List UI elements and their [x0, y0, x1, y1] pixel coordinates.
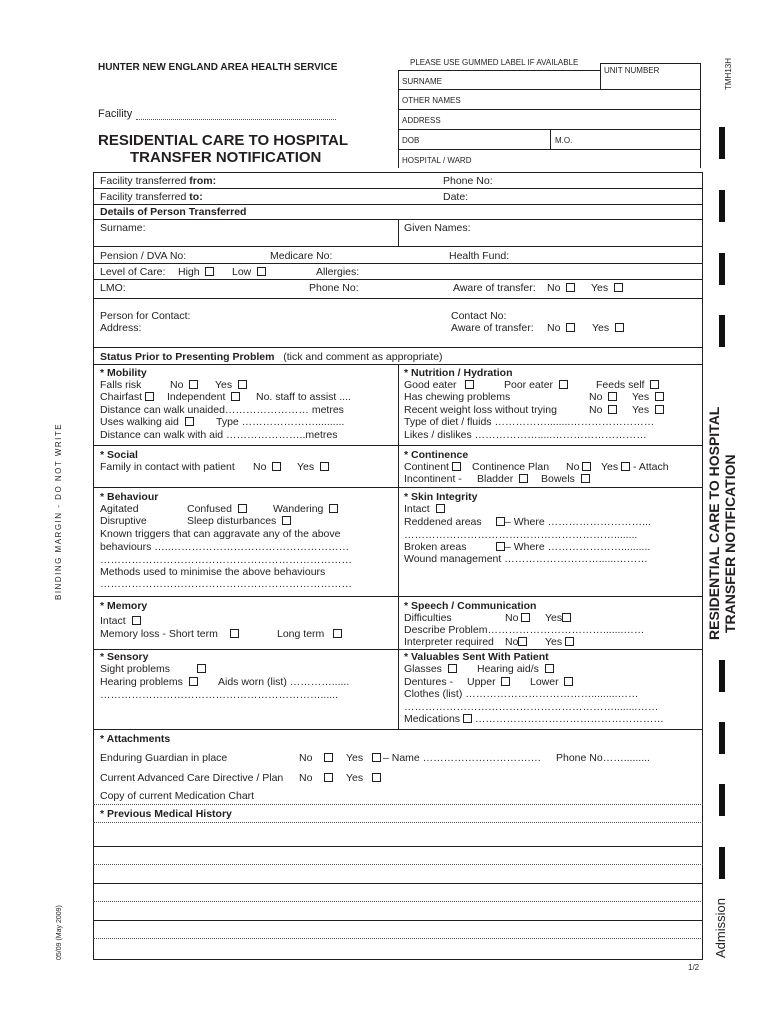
page-title-line1: RESIDENTIAL CARE TO HOSPITAL — [98, 132, 349, 149]
disruptive-label: Disruptive — [100, 515, 147, 527]
triggers-field[interactable]: behaviours …..…………………………………………… — [100, 541, 350, 553]
methods-field[interactable]: ……………………………………………………………… — [100, 578, 352, 590]
agitated-label: Agitated — [100, 503, 139, 515]
status-heading: Status Prior to Presenting Problem (tick and comment as appropriate) — [100, 351, 443, 363]
other-names-label: OTHER NAMES — [402, 96, 461, 105]
lower-option[interactable]: Lower — [530, 676, 573, 688]
continence-plan-yes[interactable]: Yes - Attach — [601, 461, 669, 473]
binding-margin-note: BINDING MARGIN - DO NOT WRITE — [54, 422, 63, 600]
chairfast-option[interactable]: Chairfast — [100, 391, 154, 403]
falls-risk-label: Falls risk — [100, 379, 142, 391]
continence-plan-no[interactable]: No — [566, 461, 591, 473]
surname-field[interactable]: Surname: — [100, 222, 146, 234]
care-low-option[interactable]: Low — [232, 266, 266, 278]
memory-heading: * Memory — [100, 600, 148, 612]
good-eater-option[interactable]: Good eater — [404, 379, 474, 391]
dentures-label: Dentures - — [404, 676, 454, 688]
version-note: 05/09 (May 2009) — [56, 905, 63, 960]
behaviour-heading: * Behaviour — [100, 491, 159, 503]
continence-heading: * Continence — [404, 449, 469, 461]
guardian-label: Enduring Guardian in place — [100, 752, 228, 764]
acd-no[interactable]: No — [299, 772, 333, 784]
margin-bar — [719, 660, 725, 692]
guardian-phone-field[interactable]: Phone No……......... — [556, 752, 650, 764]
unit-number-label: UNIT NUMBER — [604, 66, 660, 75]
lmo-field[interactable]: LMO: — [100, 282, 126, 294]
reddened-field-2[interactable]: ……………………………………………………........ — [404, 529, 638, 541]
wandering-option[interactable]: Wandering — [273, 503, 338, 515]
incontinent-label: Incontinent - — [404, 473, 462, 485]
dob-label: DOB — [402, 136, 420, 145]
margin-bar — [719, 784, 725, 816]
guardian-no[interactable]: No — [299, 752, 333, 764]
broken-field[interactable]: – Where ………………….......... — [496, 541, 650, 553]
chewing-yes[interactable]: Yes — [632, 391, 664, 403]
medication-chart-label: Copy of current Medication Chart — [100, 790, 255, 802]
staff-assist-field[interactable]: No. staff to assist .... — [256, 391, 351, 403]
sight-checkbox[interactable] — [197, 663, 206, 675]
methods-label: Methods used to minimise the above behaviours — [100, 566, 326, 578]
bladder-option[interactable]: Bladder — [477, 473, 528, 485]
contact-person-field[interactable]: Person for Contact: — [100, 310, 191, 322]
mo-label: M.O. — [555, 136, 573, 145]
gummed-label-note: PLEASE USE GUMMED LABEL IF AVAILABLE — [410, 58, 579, 67]
broken-label: Broken areas — [404, 541, 467, 553]
side-title-line2: TRANSFER NOTIFICATION — [722, 454, 738, 633]
lmo-aware-no[interactable]: No — [547, 282, 575, 294]
sensory-notes-field[interactable]: ………………………………………………………...... — [100, 689, 339, 701]
triggers-field-2[interactable]: ……………………………………………………………… — [100, 554, 352, 566]
continent-option[interactable]: Continent — [404, 461, 461, 473]
margin-bar — [719, 253, 725, 285]
falls-risk-yes[interactable]: Yes — [215, 379, 247, 391]
margin-bar — [719, 722, 725, 754]
sight-label: Sight problems — [100, 663, 171, 675]
page-number: 1/2 — [688, 963, 700, 972]
mobility-heading: * Mobility — [100, 367, 147, 379]
difficulties-yes[interactable]: Yes — [545, 612, 571, 624]
walking-aid-type-field[interactable]: Type ………………….......... — [216, 416, 345, 428]
form-code: TMH13H — [724, 57, 733, 90]
acd-yes[interactable]: Yes — [346, 772, 381, 784]
guardian-name-field[interactable]: – Name ………………………….… — [383, 752, 542, 764]
reddened-field[interactable]: – Where ………………………... — [496, 516, 651, 528]
sleep-option[interactable]: Sleep disturbances — [187, 515, 291, 527]
falls-risk-no[interactable]: No — [170, 379, 198, 391]
care-high-checkbox[interactable] — [205, 267, 214, 276]
guardian-yes[interactable]: Yes — [346, 752, 381, 764]
margin-bar — [719, 127, 725, 159]
distance-aid-field[interactable]: Distance can walk with aid …………………..metres — [100, 429, 338, 441]
difficulties-no[interactable]: No — [505, 612, 530, 624]
chewing-no[interactable]: No — [589, 391, 617, 403]
nutrition-heading: * Nutrition / Hydration — [404, 367, 513, 379]
distance-unaided-field[interactable]: Distance can walk unaided…………………… metres — [100, 404, 344, 416]
weight-loss-yes[interactable]: Yes — [632, 404, 664, 416]
aids-field[interactable]: Aids worn (list) …………...... — [218, 676, 350, 688]
attachments-heading: * Attachments — [100, 733, 171, 745]
address-label: ADDRESS — [402, 116, 441, 125]
date-label: Date: — [443, 191, 469, 203]
margin-bar — [719, 847, 725, 879]
lmo-aware-yes[interactable]: Yes — [591, 282, 623, 294]
transferred-to-field[interactable]: Facility transferred to: — [100, 191, 203, 203]
interpreter-no[interactable]: No — [505, 636, 527, 648]
upper-option[interactable]: Upper — [467, 676, 510, 688]
clothes-field[interactable]: Clothes (list) ……………………………….........…… — [404, 688, 639, 700]
health-fund-field[interactable]: Health Fund: — [449, 250, 510, 262]
contact-no-field[interactable]: Contact No: — [451, 310, 507, 322]
bowels-option[interactable]: Bowels — [541, 473, 590, 485]
poor-eater-option[interactable]: Poor eater — [504, 379, 568, 391]
speech-heading: * Speech / Communication — [404, 600, 537, 612]
hearing-aids-option[interactable]: Hearing aid/s — [477, 663, 554, 675]
memory-intact-option[interactable]: Intact — [100, 615, 141, 627]
allergies-field[interactable]: Allergies: — [316, 266, 360, 278]
margin-bar — [719, 315, 725, 347]
continence-plan-label: Continence Plan — [472, 461, 550, 473]
glasses-option[interactable]: Glasses — [404, 663, 457, 675]
hospital-ward-label: HOSPITAL / WARD — [402, 156, 472, 165]
hearing-option[interactable]: Hearing problems — [100, 676, 198, 688]
facility-label: Facility — [98, 108, 133, 120]
walking-aid-option[interactable]: Uses walking aid — [100, 416, 194, 428]
family-contact-no[interactable]: No — [253, 461, 281, 473]
contact-aware-yes[interactable]: Yes — [592, 322, 624, 334]
diet-field[interactable]: Type of diet / fluids ……………........…………………… — [404, 416, 655, 428]
family-contact-yes[interactable]: Yes — [297, 461, 329, 473]
wound-field[interactable]: Wound management ………………………......……… — [404, 553, 648, 565]
org-name: HUNTER NEW ENGLAND AREA HEALTH SERVICE — [98, 62, 338, 73]
medications-field[interactable]: Medications ……………………………………………… — [404, 713, 664, 725]
short-term-option[interactable]: Memory loss - Short term — [100, 628, 239, 640]
difficulties-label: Difficulties — [404, 612, 452, 624]
side-title-line1: RESIDENTIAL CARE TO HOSPITAL — [706, 406, 722, 640]
contact-aware-label: Aware of transfer: — [451, 322, 534, 334]
reddened-label: Reddened areas — [404, 516, 482, 528]
history-heading: * Previous Medical History — [100, 808, 232, 820]
independent-option[interactable]: Independent — [167, 391, 240, 403]
facility-line[interactable] — [136, 119, 336, 120]
details-heading: Details of Person Transferred — [100, 206, 247, 218]
contact-aware-no[interactable]: No — [547, 322, 575, 334]
skin-intact-option[interactable]: Intact — [404, 503, 445, 515]
page-title-line2: TRANSFER NOTIFICATION — [130, 149, 322, 166]
feeds-self-option[interactable]: Feeds self — [596, 379, 659, 391]
family-contact-label: Family in contact with patient — [100, 461, 235, 473]
valuables-heading: * Valuables Sent With Patient — [404, 651, 549, 663]
likes-field[interactable]: Likes / dislikes ……………….....……………………… — [404, 429, 647, 441]
medicare-field[interactable]: Medicare No: — [270, 250, 333, 262]
weight-loss-label: Recent weight loss without trying — [404, 404, 557, 416]
phone-label: Phone No: — [443, 175, 493, 187]
care-high-option[interactable]: High — [178, 266, 214, 278]
sensory-heading: * Sensory — [100, 651, 149, 663]
lmo-phone-field[interactable]: Phone No: — [309, 282, 359, 294]
transferred-from-field[interactable]: Facility transferred from: — [100, 175, 217, 187]
describe-field[interactable]: Describe Problem…………………………….......…… — [404, 624, 645, 636]
long-term-option[interactable]: Long term — [277, 628, 342, 640]
interpreter-yes[interactable]: Yes — [545, 636, 574, 648]
acd-label: Current Advanced Care Directive / Plan — [100, 772, 284, 784]
lmo-aware-label: Aware of transfer: — [453, 282, 536, 294]
pension-field[interactable]: Pension / DVA No: — [100, 250, 187, 262]
given-names-field[interactable]: Given Names: — [404, 222, 471, 234]
contact-address-field[interactable]: Address: — [100, 322, 142, 334]
admission-label: Admission — [713, 898, 728, 958]
clothes-field-2[interactable]: ……………………………………………………........…… — [404, 701, 659, 713]
margin-bar — [719, 190, 725, 222]
social-heading: * Social — [100, 449, 138, 461]
level-of-care-label: Level of Care: — [100, 266, 166, 278]
weight-loss-no[interactable]: No — [589, 404, 617, 416]
skin-heading: * Skin Integrity — [404, 491, 478, 503]
triggers-label: Known triggers that can aggravate any of the above — [100, 528, 341, 540]
interpreter-label: Interpreter required — [404, 636, 494, 648]
surname-label: SURNAME — [402, 77, 443, 86]
chewing-label: Has chewing problems — [404, 391, 511, 403]
confused-option[interactable]: Confused — [187, 503, 247, 515]
care-low-checkbox[interactable] — [257, 267, 266, 276]
